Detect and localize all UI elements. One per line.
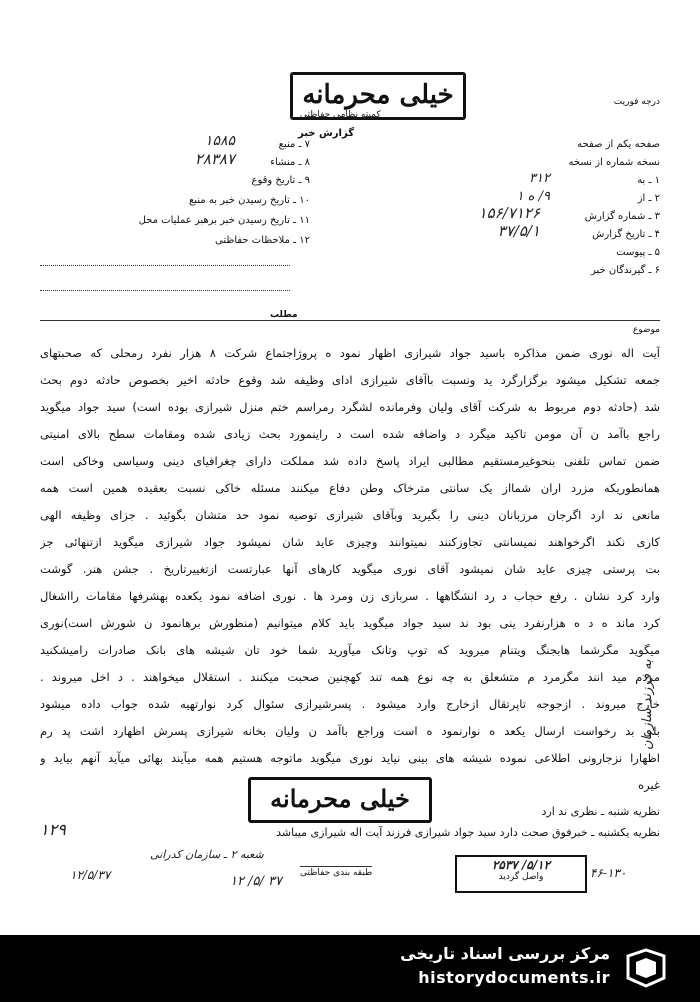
body-line: مردم مید انند مگرمرد م متشعلق به چه نوع همه تند کهچنین صحبت میکنند . استقلال میخواهند . د اخل میروند . (40, 670, 660, 684)
field-from-value: ۹/ ه ۱ (516, 189, 550, 204)
body-line: آیت اله نوری ضمن مذاکره باسید جواد شیرازی اظهار نمود ه پروژاجتماع شرکت ۸ هزار نفرد رمحلی که صحبتهای (40, 346, 660, 360)
body-line: بلی بد رخواست ارسال یکعد ه نوارنمود ه است وراجع باآمد ن ولیان بخانه شیرازی پسرش اظهارد اشت پد رم (40, 724, 660, 738)
field-report-date-value: ۳۷/۵/۱ (497, 222, 540, 240)
field-to: ۱ ـ به ۳۱۲ (529, 171, 660, 186)
received-stamp-date: ۲۵۳۷ /۵/۱۲ (491, 858, 551, 872)
top-classification-stamp: خیلی محرمانه (290, 72, 466, 120)
middle-classification-stamp: خیلی محرمانه (248, 777, 432, 823)
report-type: گزارش خبر (298, 128, 355, 139)
archive-logo-icon (622, 948, 670, 988)
received-stamp (455, 855, 587, 893)
field-chief-date: ۱۱ ـ تاریخ رسیدن خبر برهبر عملیات محل (138, 215, 310, 226)
subject-label: موضوع (632, 325, 660, 335)
extra-text: غیره (638, 778, 660, 792)
body-line: مانعی ند ارد اگرجان مرزبانان دینی را بگیرید وبآقای شیرازی توصیه نمود حد متشان بگوئید . جزای وظیفه الهی (40, 508, 660, 522)
field-source-value: ۱۵۸۵ (204, 133, 235, 149)
dotted-line (40, 290, 290, 291)
received-stamp-label: واصل گردید (498, 872, 544, 882)
field-recipients: ۶ ـ گیرندگان خبر (590, 265, 660, 276)
classification-label: طبقه بندی حفاظتی (300, 868, 373, 878)
body-line: کاری نکند اگرخواهند نمیسانتی تجاوزکنند نمیتوانند وچیزی عاید شان نمیشود جواد شیرازی میگوید ازتنهائی جز (40, 535, 660, 549)
field-page: صفحه یکم از صفحه (577, 139, 660, 150)
field-security-notes: ۱۲ ـ ملاحظات حفاظتی (215, 235, 310, 246)
org-label: کمیته نظامی حفاظتی (300, 110, 381, 120)
footer-url[interactable]: historydocuments.ir (418, 968, 610, 987)
field-copy: نسخه شماره از نسخه (568, 157, 660, 168)
body-line: میگوید مگرشما هابجنگ ویتنام میروید که توپ وتانک میآورید شما خود تان شیشه های بانک صادرات رامیشکنید (40, 643, 660, 657)
right-header-fields (410, 138, 660, 282)
field-origin-value: ۲۸۳۸۷ (194, 150, 235, 168)
hand-dates: ۱۲/۵/۳۷ (70, 868, 111, 882)
opinion-sunday-label: نظریه یکشنبه ـ خبرفوق صحت دارد سید جواد شیرازی فرزند آیت اله شیرازی میباشد (276, 826, 660, 839)
body-line: ضمن تماس تلفنی بنحوغیرمستقیم مطالبی ایراد پاسخ داده شد مملکت دارای چغرافیای دینی وسیاسی وخاکی است (40, 454, 660, 468)
body-line: راجع باآمد ن آن مومن تاکید میگرد د واضافه شده است د راینمورد بحث زیادی شده ومقامات سطح بالای امنیتی (40, 427, 660, 441)
body-line: کرد ماند ه د ه هزارنفرد ینی بود ند سید جواد میگوید باید کلام میتوانیم (منظورش برهانمود ن شورش است)نوری (40, 616, 660, 630)
body-line: بت پرستی چیزی عاید شان نمیشود آقای نوری میگوید کارهای آنها عبارتست ازتغییرتاریخ . جشن هنر. گوشت (40, 562, 660, 576)
left-header-fields (60, 133, 310, 254)
body-line: همانطوریکه مزرد اران شمااز یک سانتی مترخاک وطن دفاع میکنند مسئله خاکی نسبت بعقیده همین است همه (40, 481, 660, 495)
footer-title: مرکز بررسی اسناد تاریخی (400, 944, 610, 963)
body-line: اظهارا نزجارونی اطلاعی نموده شیشه های بینی نیاید نوری میگوید ماتوجه هستیم همه میآیند بهائی میآید آنهم بیاید و (40, 751, 660, 765)
field-event-date: ۹ ـ تاریخ وقوع (251, 175, 310, 186)
body-line: خارج میروند . ازجوجه تاپرتقال ازخارج وارد میشود . پسرشیرازی سئوال کرد نوارتهیه شده جواب داده میشود (40, 697, 660, 711)
field-report-date: ۴ ـ تاریخ گزارش ۳۷/۵/۱ (497, 222, 660, 240)
hand-ref: ۱۲۹ (40, 820, 66, 839)
side-ref: ۴۶-۱۳۰ (590, 866, 627, 880)
field-source-date: ۱۰ ـ تاریخ رسیدن خبر به منبع (188, 195, 310, 206)
signature-note: شعبه ۲ ـ سازمان کدرانی (150, 848, 264, 861)
matalib-label: مطلب (270, 310, 298, 320)
opinion-sunday (276, 826, 660, 839)
field-report-number: ۳ ـ شماره گزارش ۱۵۶/۷۱۲۶ (478, 204, 660, 222)
divider-line (40, 320, 660, 321)
body-line: جمعه تشکیل میشود برگزارگرد ید ونسبت باآقای شیرازی ادای وظیفه شد وقوع حادثه اخیر بخصوص حادثه دوم بحث (40, 373, 660, 387)
opinion-saturday: نظریه شنبه ـ نظری ند ارد (541, 805, 660, 818)
margin-note: به فرزند سازمان (640, 659, 655, 750)
body-line: وارد کرد نشان . رفع حجاب د رد انشگاهها . سربازی زن ومرد ها . نوری اضافه نمود یکعده بهشرفها مقامات رااشغال (40, 589, 660, 603)
field-source: ۷ ـ منبع ۱۵۸۵ (204, 133, 310, 150)
field-attachment: ۵ ـ پیوست (616, 247, 660, 258)
field-origin: ۸ ـ منشاء ۲۸۳۸۷ (194, 150, 310, 168)
field-from: ۲ ـ از ۹/ ه ۱ (516, 189, 660, 204)
body-line: شد (حادثه دوم مربوط به شرکت آقای ولیان وفرمانده لشگرد رمراسم ختم منزل شیرازی بوده است) سید جواد میگوید (40, 400, 660, 414)
field-to-value: ۳۱۲ (529, 171, 550, 186)
dotted-line (40, 265, 290, 266)
bottom-signature: ۱۲ /۵/ ۳۷ (230, 874, 282, 889)
priority-label: درجه فوریت (613, 97, 660, 107)
field-report-number-value: ۱۵۶/۷۱۲۶ (478, 204, 540, 222)
